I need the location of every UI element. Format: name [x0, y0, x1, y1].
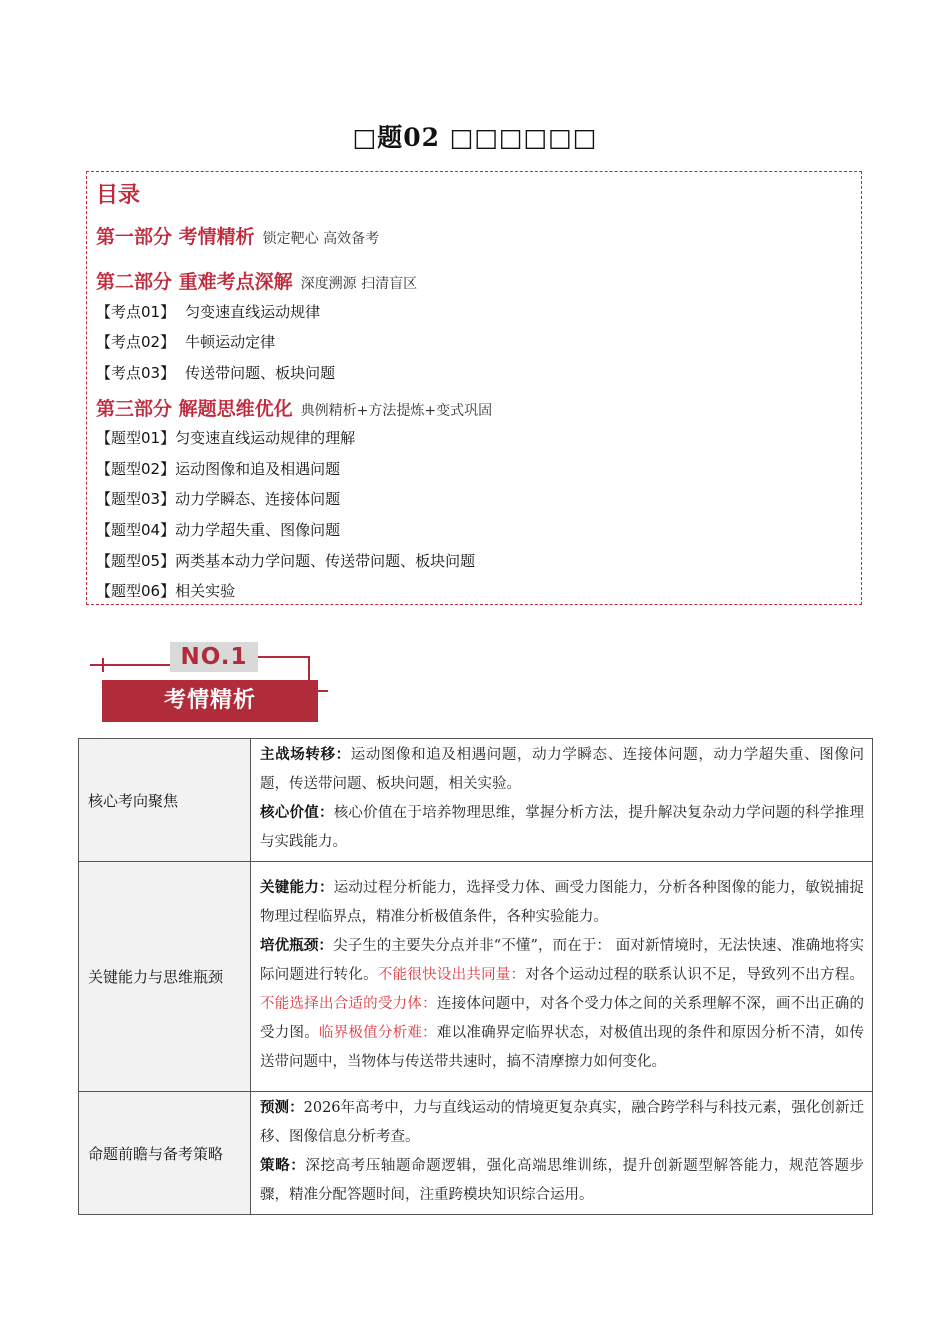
toc-item-tag: 【题型04】: [96, 521, 176, 539]
toc-part-subtitle: 深度溯源 扫清盲区: [300, 276, 418, 292]
content-text: 对各个运动过程的联系认识不足，导致列不出方程。: [525, 967, 865, 983]
toc-part-title: 第一部分 考情精析: [96, 226, 255, 248]
toc-part-subtitle: 典例精析+方法提炼+变式巩固: [300, 403, 493, 419]
toc-item-tag: 【题型01】: [96, 429, 176, 447]
toc-part-1[interactable]: [96, 222, 379, 249]
toc-item-text: 相关实验: [175, 582, 236, 600]
highlight-text: 不能选择出合适的受力体：: [260, 996, 437, 1012]
content-heading: 主战场转移：: [260, 747, 351, 763]
toc-item-text: 牛顿运动定律: [185, 333, 276, 351]
section-title: 考情精析: [102, 680, 318, 722]
toc-part-subtitle: 锁定靶心 高效备考: [262, 231, 380, 247]
toc-part-2[interactable]: [96, 267, 417, 294]
content-text: 难以准确界定临界状态，对极值出现的条件和原因分析不清，如传送带问题中，当物体与传送带共速时，搞不清摩擦力如何变化。: [260, 1025, 865, 1070]
row-label: 命题前瞻与备考策略: [79, 1092, 251, 1215]
toc-item-text: 运动图像和追及相遇问题: [175, 460, 341, 478]
content-heading: 策略：: [260, 1158, 306, 1174]
toc-kaodian-03[interactable]: [96, 362, 335, 383]
row-label: 核心考向聚焦: [79, 739, 251, 862]
highlight-text: 临界极值分析难：: [318, 1025, 437, 1041]
toc-part-title: 第三部分 解题思维优化: [96, 398, 293, 420]
section-banner: [90, 640, 330, 726]
toc-tixing-06[interactable]: [96, 580, 235, 601]
content-text: 2026年高考中，力与直线运动的情境更复杂真实，融合跨学科与科技元素，强化创新迁移、图像信息分析考查。: [260, 1100, 864, 1145]
toc-kaodian-01[interactable]: [96, 301, 320, 322]
toc-kaodian-02[interactable]: [96, 331, 275, 352]
toc-tixing-04[interactable]: [96, 519, 340, 540]
toc-item-tag: 【考点03】: [96, 364, 176, 382]
document-title: □题02 □□□□□□: [352, 123, 598, 152]
content-text: 核心价值在于培养物理思维，掌握分析方法，提升解决复杂动力学问题的科学推理与实践能力。: [260, 805, 864, 850]
toc-tixing-03[interactable]: [96, 488, 340, 509]
table-row: [79, 739, 873, 862]
toc-item-tag: 【题型05】: [96, 552, 176, 570]
toc-item-text: 传送带问题、板块问题: [185, 364, 336, 382]
content-heading: 核心价值：: [260, 805, 334, 821]
content-heading: 培优瓶颈：: [260, 938, 334, 954]
table-of-contents: [86, 171, 862, 605]
toc-tixing-01[interactable]: [96, 427, 355, 448]
toc-item-text: 动力学超失重、图像问题: [175, 521, 341, 539]
content-heading: 预测：: [260, 1100, 304, 1116]
table-row: [79, 1092, 873, 1215]
toc-item-text: 匀变速直线运动规律: [185, 303, 321, 321]
toc-item-tag: 【题型03】: [96, 490, 176, 508]
content-text: 尖子生的主要失分点并非“不懂”，而在于： 面对新情境时，无法快速、准确地将实际问题进行转化。: [260, 938, 864, 983]
row-content: [251, 862, 873, 1092]
row-content: [251, 739, 873, 862]
toc-part-title: 第二部分 重难考点深解: [96, 271, 293, 293]
content-text: 连接体问题中，对各个受力体之间的关系理解不深，画不出正确的受力图。: [260, 996, 865, 1041]
row-label: 关键能力与思维瓶颈: [79, 862, 251, 1092]
table-row: [79, 862, 873, 1092]
toc-part-3[interactable]: [96, 394, 492, 421]
toc-item-text: 两类基本动力学问题、传送带问题、板块问题: [175, 552, 476, 570]
toc-item-text: 动力学瞬态、连接体问题: [175, 490, 341, 508]
toc-item-text: 匀变速直线运动规律的理解: [175, 429, 356, 447]
highlight-text: 不能很快设出共同量：: [377, 967, 526, 983]
content-heading: 关键能力：: [260, 880, 334, 896]
toc-item-tag: 【考点02】: [96, 333, 176, 351]
content-text: 运动图像和追及相遇问题，动力学瞬态、连接体问题，动力学超失重、图像问题，传送带问题、板块问题，相关实验。: [260, 747, 865, 792]
toc-item-tag: 【考点01】: [96, 303, 176, 321]
exam-analysis-table: [78, 738, 873, 1215]
section-number: NO.1: [170, 642, 258, 672]
toc-tixing-02[interactable]: [96, 458, 340, 479]
content-text: 深挖高考压轴题命题逻辑，强化高端思维训练，提升创新题型解答能力，规范答题步骤，精准分配答题时间，注重跨模块知识综合运用。: [260, 1158, 865, 1203]
toc-item-tag: 【题型06】: [96, 582, 176, 600]
toc-tixing-05[interactable]: [96, 550, 475, 571]
toc-heading: 目录: [96, 183, 141, 208]
content-text: 运动过程分析能力，选择受力体、画受力图能力，分析各种图像的能力，敏锐捕捉物理过程临界点，精准分析极值条件，各种实验能力。: [260, 880, 864, 925]
row-content: [251, 1092, 873, 1215]
toc-item-tag: 【题型02】: [96, 460, 176, 478]
